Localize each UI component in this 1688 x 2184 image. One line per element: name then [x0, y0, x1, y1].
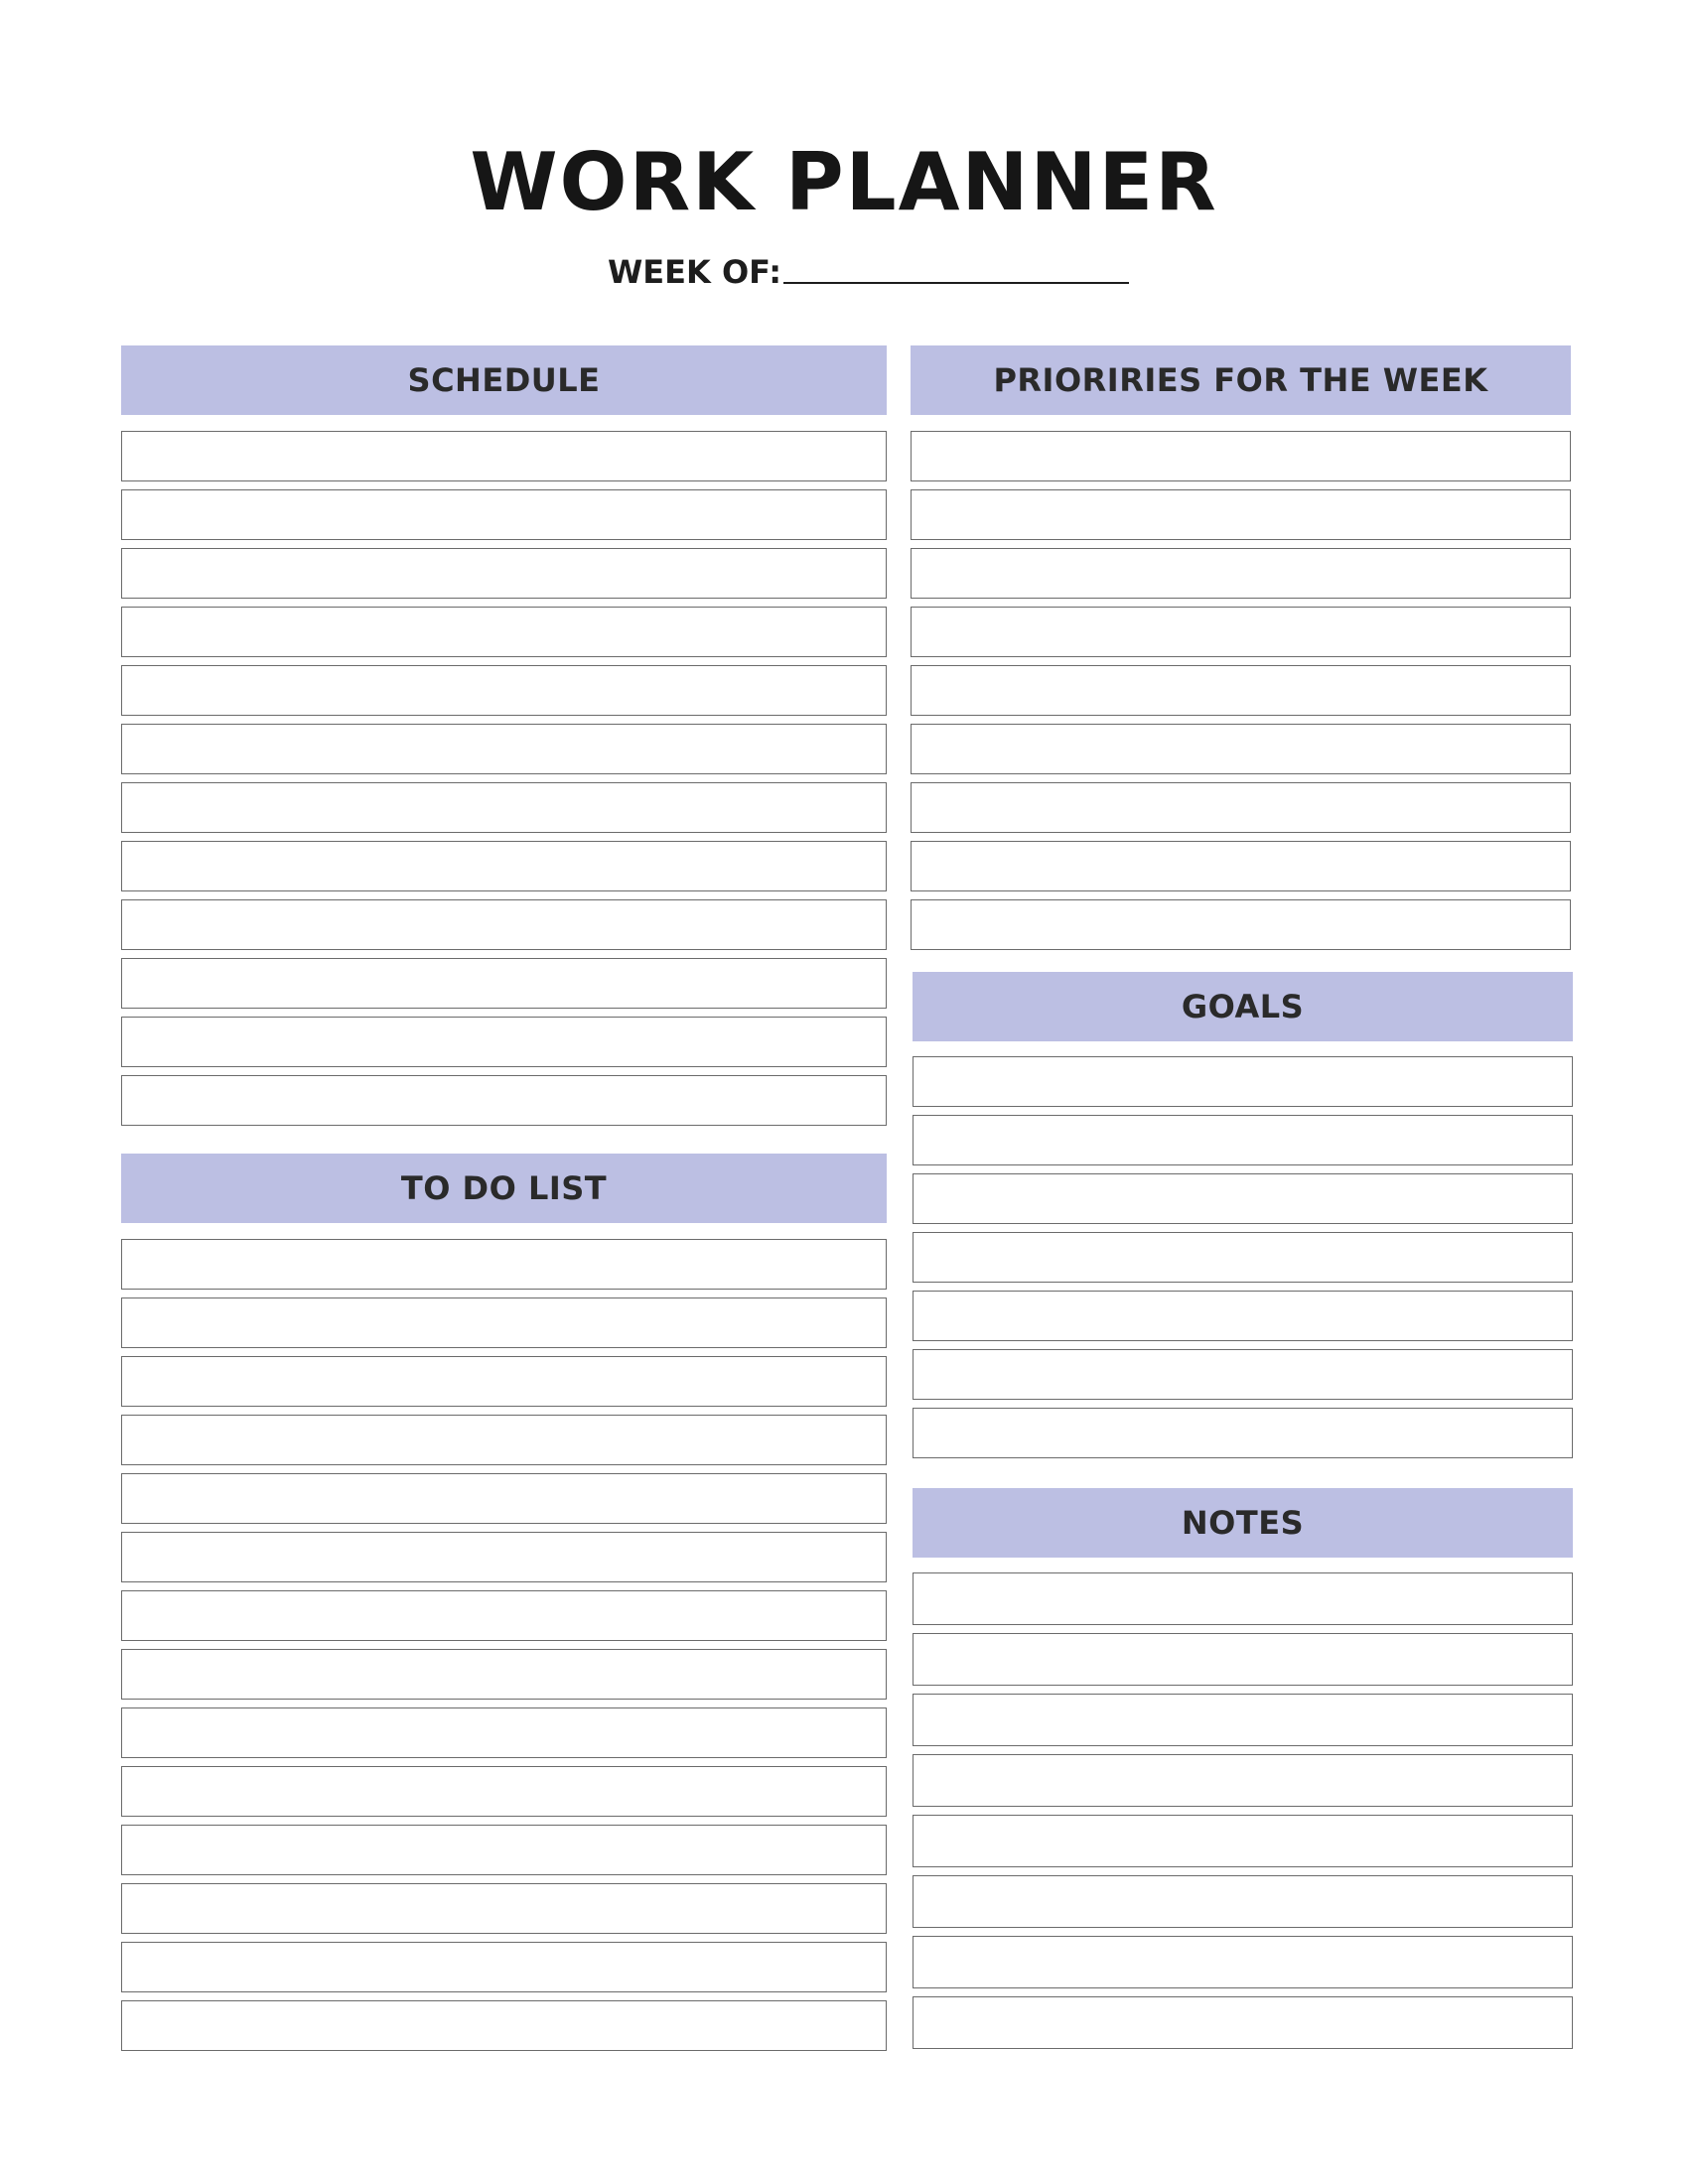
priorities-header: PRIORIRIES FOR THE WEEK [911, 345, 1571, 415]
priorities-section [911, 345, 1571, 950]
goals-row[interactable] [913, 1291, 1573, 1341]
notes-row[interactable] [913, 1572, 1573, 1625]
priorities-row[interactable] [911, 548, 1571, 599]
week-of-label: WEEK OF: [608, 253, 782, 291]
todo-section [121, 1154, 887, 2051]
notes-row[interactable] [913, 1875, 1573, 1928]
goals-section [913, 972, 1573, 1458]
todo-row[interactable] [121, 1883, 887, 1934]
notes-row[interactable] [913, 1633, 1573, 1686]
notes-row[interactable] [913, 1754, 1573, 1807]
schedule-header: SCHEDULE [121, 345, 887, 415]
schedule-row[interactable] [121, 841, 887, 891]
priorities-row[interactable] [911, 431, 1571, 481]
priorities-rows [911, 431, 1571, 950]
priorities-row[interactable] [911, 489, 1571, 540]
goals-row[interactable] [913, 1232, 1573, 1283]
todo-header: TO DO LIST [121, 1154, 887, 1223]
schedule-row[interactable] [121, 958, 887, 1009]
priorities-row[interactable] [911, 607, 1571, 657]
schedule-section [121, 345, 887, 1126]
schedule-row[interactable] [121, 1017, 887, 1067]
priorities-row[interactable] [911, 841, 1571, 891]
todo-rows [121, 1239, 887, 2051]
goals-row[interactable] [913, 1115, 1573, 1165]
todo-row[interactable] [121, 1707, 887, 1758]
schedule-row[interactable] [121, 431, 887, 481]
notes-header: NOTES [913, 1488, 1573, 1558]
notes-rows [913, 1572, 1573, 2049]
page-title: WORK PLANNER [470, 136, 1218, 228]
priorities-row[interactable] [911, 724, 1571, 774]
goals-header: GOALS [913, 972, 1573, 1041]
priorities-row[interactable] [911, 665, 1571, 716]
todo-row[interactable] [121, 1942, 887, 1992]
schedule-row[interactable] [121, 607, 887, 657]
goals-row[interactable] [913, 1349, 1573, 1400]
week-of-input-line[interactable] [783, 282, 1129, 284]
todo-row[interactable] [121, 1239, 887, 1290]
schedule-row[interactable] [121, 724, 887, 774]
todo-row[interactable] [121, 1356, 887, 1407]
todo-row[interactable] [121, 1590, 887, 1641]
notes-row[interactable] [913, 1815, 1573, 1867]
schedule-row[interactable] [121, 899, 887, 950]
schedule-row[interactable] [121, 489, 887, 540]
todo-row[interactable] [121, 2000, 887, 2051]
notes-row[interactable] [913, 1936, 1573, 1988]
todo-row[interactable] [121, 1415, 887, 1465]
goals-row[interactable] [913, 1408, 1573, 1458]
priorities-row[interactable] [911, 899, 1571, 950]
schedule-row[interactable] [121, 548, 887, 599]
schedule-row[interactable] [121, 1075, 887, 1126]
schedule-row[interactable] [121, 665, 887, 716]
goals-row[interactable] [913, 1173, 1573, 1224]
priorities-row[interactable] [911, 782, 1571, 833]
schedule-row[interactable] [121, 782, 887, 833]
week-of-field [608, 250, 1129, 290]
todo-row[interactable] [121, 1532, 887, 1582]
notes-row[interactable] [913, 1694, 1573, 1746]
goals-rows [913, 1056, 1573, 1458]
todo-row[interactable] [121, 1766, 887, 1817]
goals-row[interactable] [913, 1056, 1573, 1107]
todo-row[interactable] [121, 1473, 887, 1524]
todo-row[interactable] [121, 1297, 887, 1348]
notes-row[interactable] [913, 1996, 1573, 2049]
todo-row[interactable] [121, 1649, 887, 1700]
schedule-rows [121, 431, 887, 1126]
todo-row[interactable] [121, 1825, 887, 1875]
notes-section [913, 1488, 1573, 2057]
